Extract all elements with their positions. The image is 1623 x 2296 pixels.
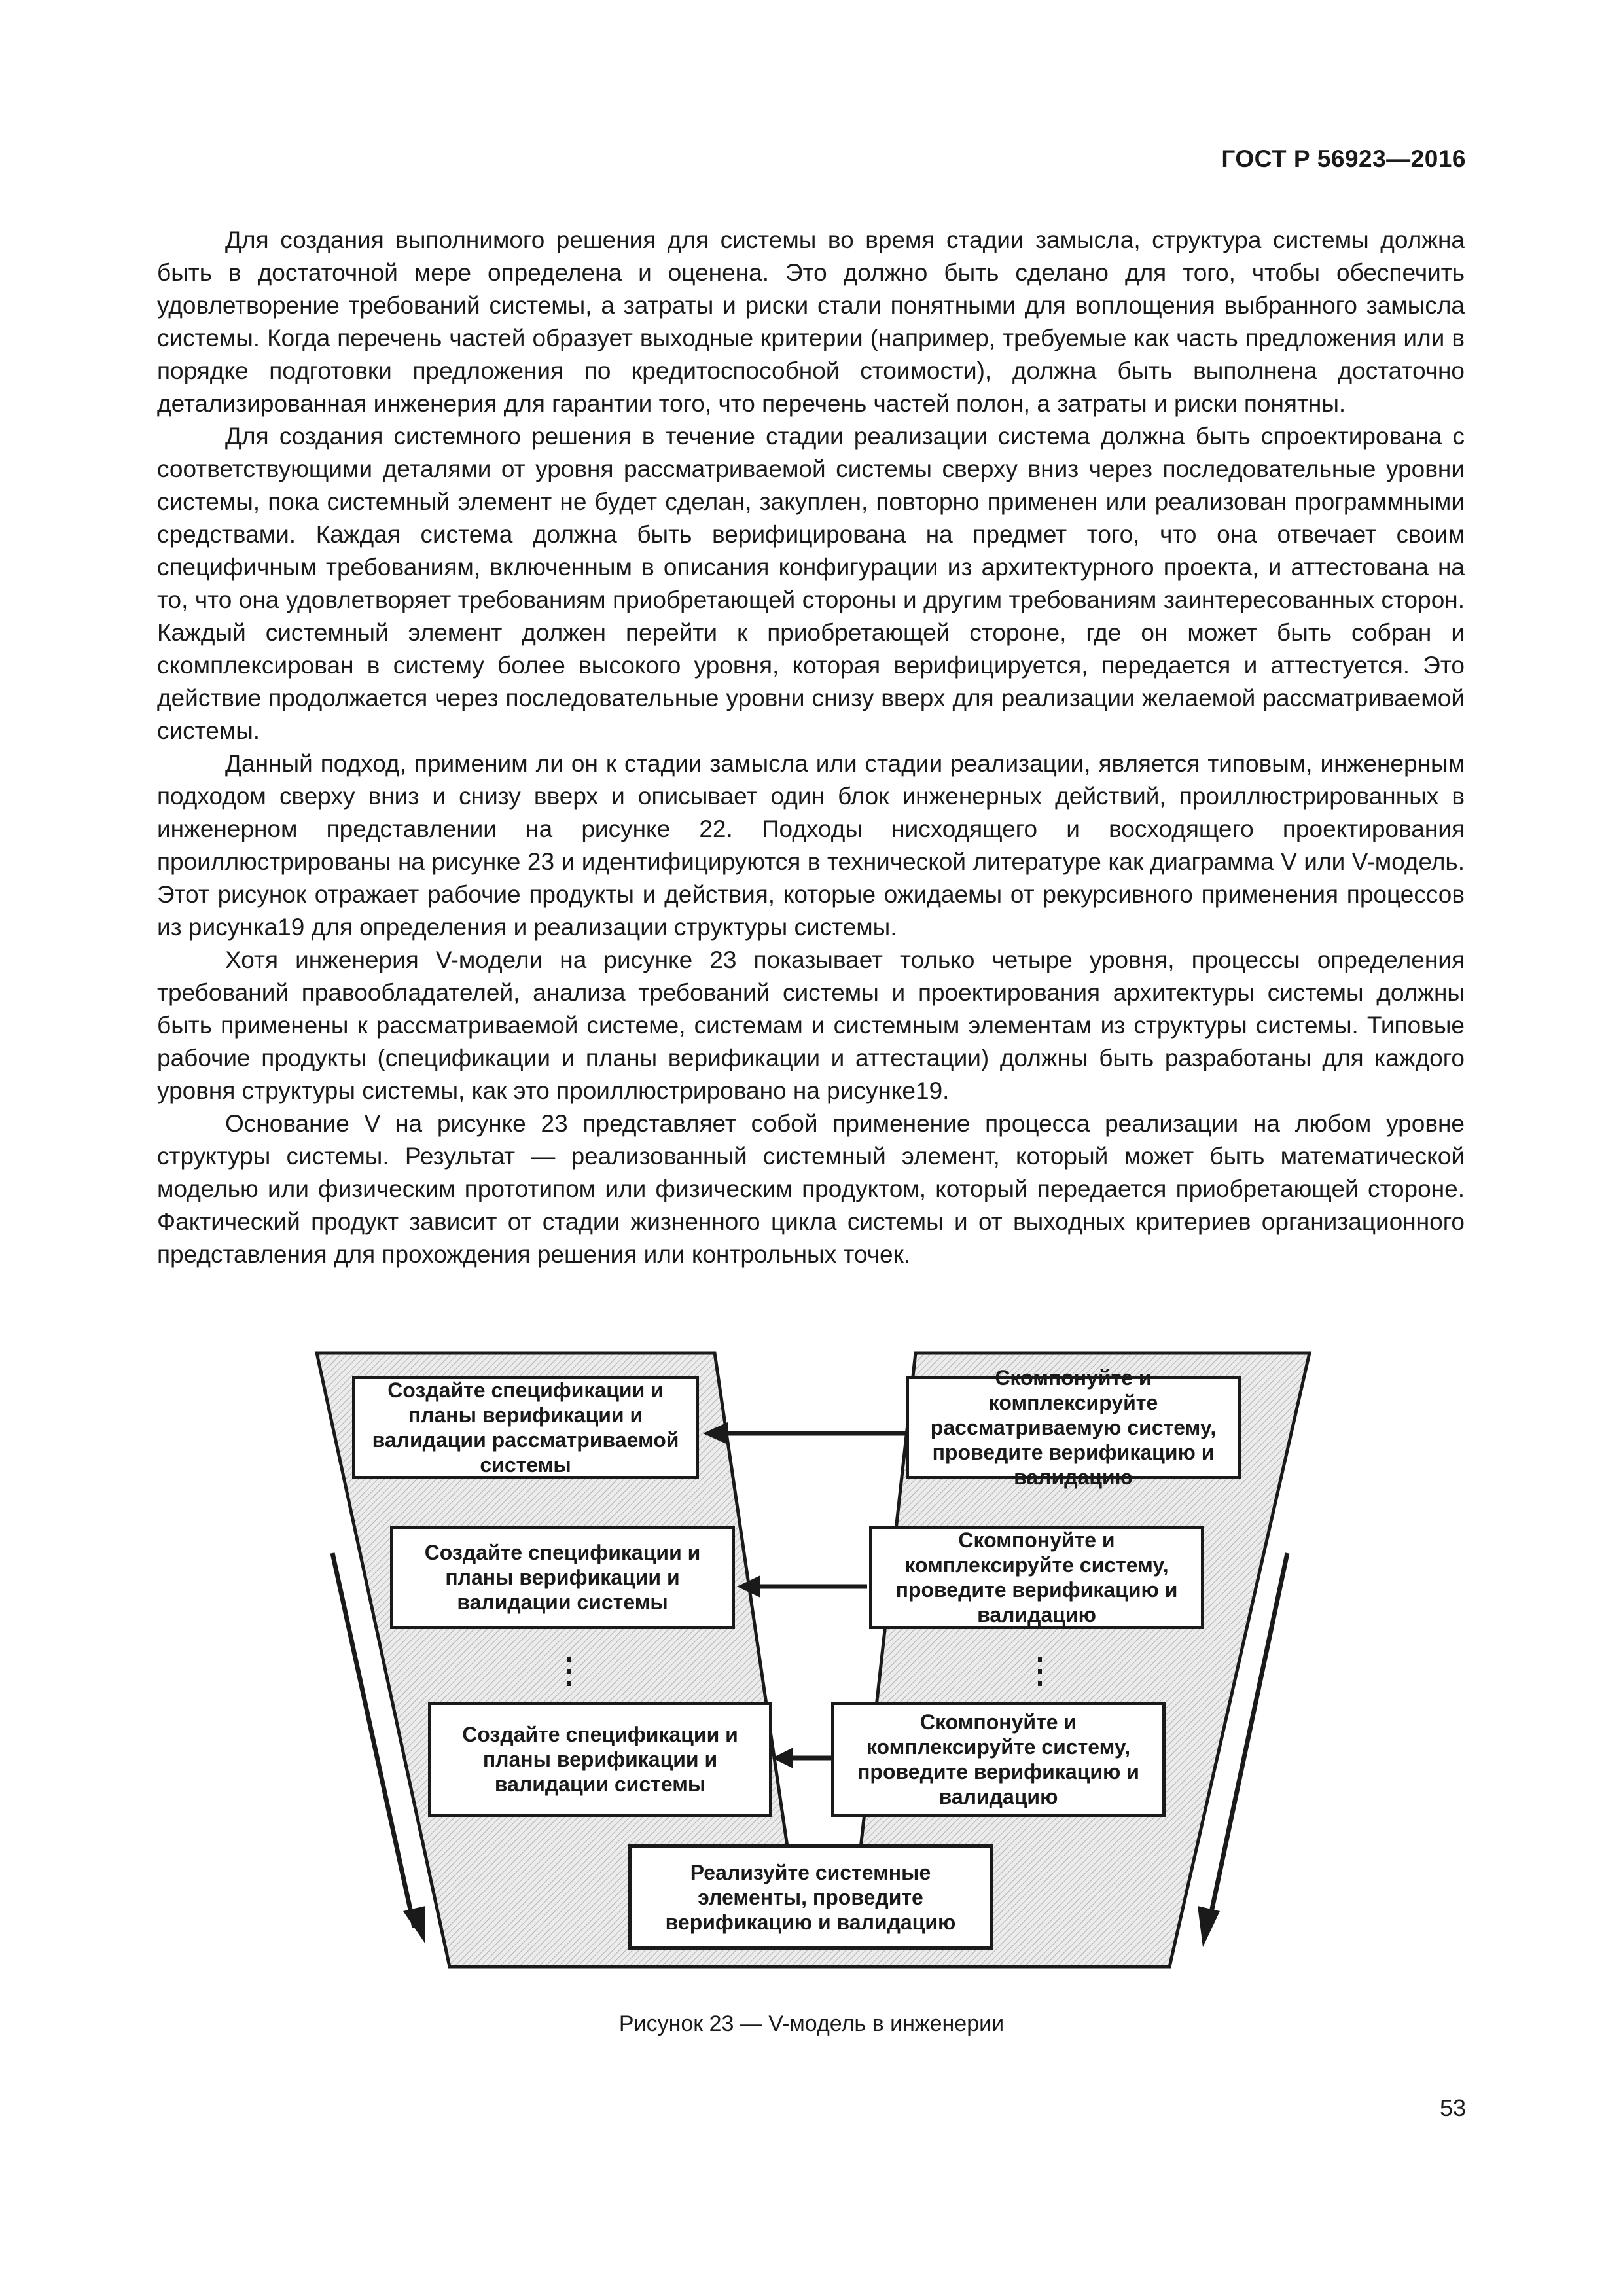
page-number: 53 bbox=[1439, 2094, 1466, 2121]
paragraph: Хотя инженерия V-модели на рисунке 23 показывает только четыре уровня, процессы определения требований правообладателей, анализа требований системы и проектирования архитектуры системы должны быть применены к рассматриваемой системе, системам и системным элементам из структуры системы. Типовые рабочие продукты (спецификации и планы верификации и аттестации) должны быть разработаны для каждого уровня структуры системы, как это проиллюстрировано на рисунке19. bbox=[157, 946, 1465, 1104]
spec-box-system: Создайте спецификации и планы верификации и валидации системы bbox=[390, 1526, 735, 1629]
spec-box-top-level: Создайте спецификации и планы верификации и валидации рассматриваемой системы bbox=[352, 1376, 699, 1479]
arrow-left bbox=[772, 1748, 831, 1768]
paragraph: Для создания системного решения в течение стадии реализации система должна быть спроектирована с соответствующими деталями от уровня рассматриваемой системы сверху вниз через последовательные уровни системы, пока системный элемент не будет сделан, закуплен, повторно применен или реализован программными средствами. Каждая система должна быть верифицирована на предмет того, что она отвечает своим специфичным требованиям, включенным в описания конфигурации из архитектурного проекта, и аттестована на то, что она удовлетворяет требованиям приобретающей стороны и другим требованиям заинтересованных сторон. Каждый системный элемент должен перейти к приобретающей стороне, где он может быть собран и скомплексирован в систему более высокого уровня, которая верифицируется, передается и аттестуется. Это действие продолжается через последовательные уровни снизу вверх для реализации желаемой рассматриваемой системы. bbox=[157, 423, 1465, 744]
v-model-figure bbox=[308, 1335, 1329, 1970]
paragraph: Данный подход, применим ли он к стадии замысла или стадии реализации, является типовым, инженерным подходом сверху вниз и снизу вверх и описывает один блок инженерных действий, проиллюстрированных в инженерном представлении на рисунке 22. Подходы нисходящего и восходящего проектирования проиллюстрированы на рисунке 23 и идентифицируются в технической литературе как диаграмма V или V-модель. Этот рисунок отражает рабочие продукты и действия, которые ожидаемы от рекурсивного применения процессов из рисунка19 для определения и реализации структуры системы. bbox=[157, 750, 1465, 941]
document-header: ГОСТ Р 56923—2016 bbox=[1221, 145, 1466, 172]
integrate-box-top-level: Скомпонуйте и комплексируйте рассматриваемую систему, проведите верификацию и валидацию bbox=[906, 1376, 1241, 1479]
body-text bbox=[157, 224, 1465, 1271]
paragraph: Для создания выполнимого решения для системы во время стадии замысла, структура системы должна быть в достаточной мере определена и оценена. Это должно быть сделано для того, чтобы обеспечить удовлетворение требований системы, а затраты и риски стали понятными для воплощения выбранного замысла системы. Когда перечень частей образует выходные критерии (например, требуемые как часть предложения или в порядке подготовки предложения по кредитоспособной стоимости), должна быть выполнена достаточно детализированная инженерия для гарантии того, что перечень частей полон, а затраты и риски понятны. bbox=[157, 226, 1465, 417]
paragraph: Основание V на рисунке 23 представляет собой применение процесса реализации на любом уровне структуры системы. Результат — реализованный системный элемент, который может быть математической моделью или физическим прототипом или физическим продуктом, который передается приобретающей стороне. Фактический продукт зависит от стадии жизненного цикла системы и от выходных критериев организационного представления для прохождения решения или контрольных точек. bbox=[157, 1110, 1465, 1268]
arrow-left bbox=[737, 1575, 867, 1598]
ellipsis-right bbox=[1038, 1657, 1042, 1686]
arrow-left bbox=[703, 1422, 908, 1444]
ellipsis-left bbox=[567, 1657, 571, 1686]
figure-caption: Рисунок 23 — V-модель в инженерии bbox=[618, 2011, 1005, 2036]
spec-box-subsystem: Создайте спецификации и планы верификации и валидации системы bbox=[428, 1702, 772, 1817]
realize-elements-box: Реализуйте системные элементы, проведите верификацию и валидацию bbox=[628, 1844, 993, 1950]
integrate-box-subsystem: Скомпонуйте и комплексируйте систему, проведите верификацию и валидацию bbox=[831, 1702, 1166, 1817]
integrate-box-system: Скомпонуйте и комплексируйте систему, проведите верификацию и валидацию bbox=[869, 1526, 1204, 1629]
